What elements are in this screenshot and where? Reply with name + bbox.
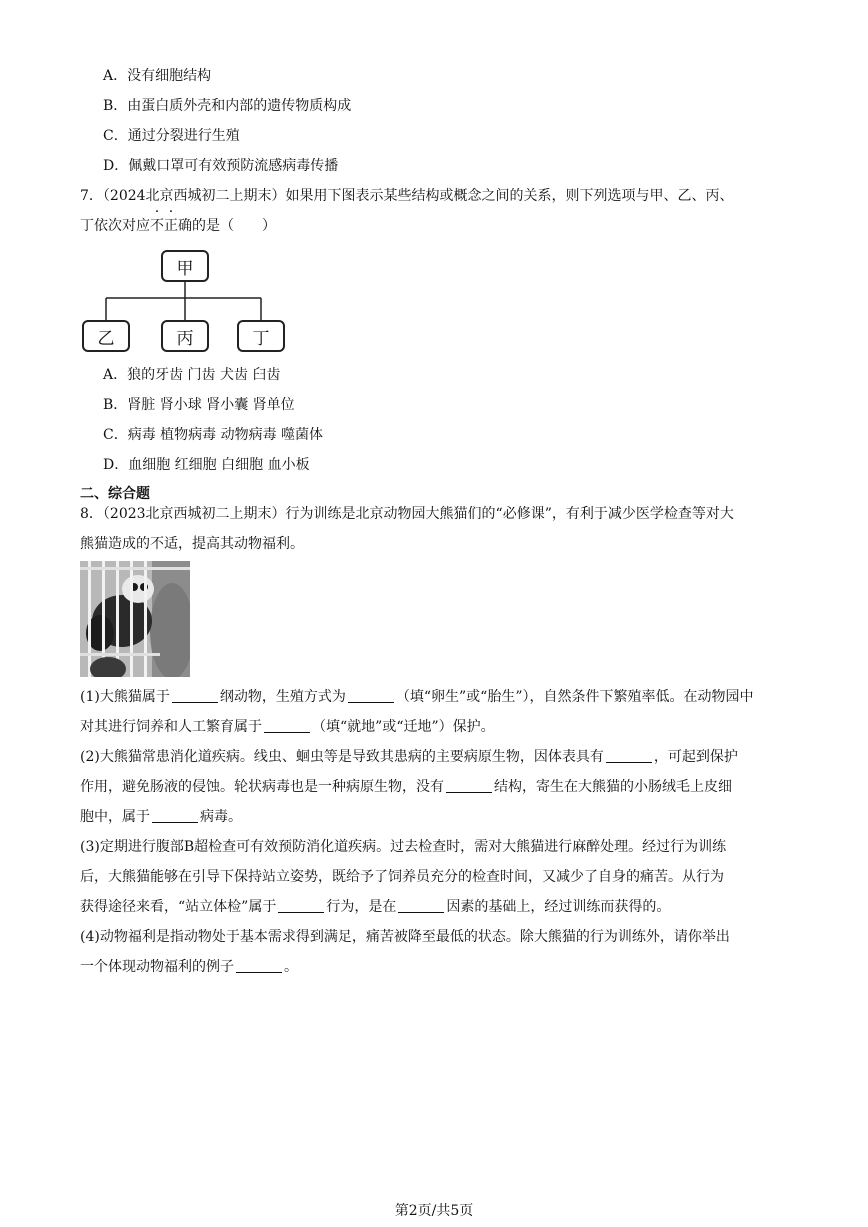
q6-option-c: C．通过分裂进行生殖: [103, 128, 240, 144]
answer-blank[interactable]: [264, 718, 310, 733]
q8-part1-line2: 对其进行饲养和人工繁育属于 （填“就地”或“迁地”）保护。: [80, 719, 495, 735]
answer-blank[interactable]: [236, 958, 282, 973]
q8-part4-line1: (4)动物福利是指动物处于基本需求得到满足，痛苦被降至最低的状态。除大熊猫的行为训练外，请你举出: [80, 929, 730, 945]
answer-blank[interactable]: [348, 688, 394, 703]
q8-stem-line2: 熊猫造成的不适，提高其动物福利。: [80, 536, 304, 552]
q8-part2-line2: 作用，避免肠液的侵蚀。轮状病毒也是一种病原生物，没有 结构，寄生在大熊猫的小肠绒毛上皮细: [80, 779, 732, 795]
answer-blank[interactable]: [398, 898, 444, 913]
diagram-node-middle: 丙: [161, 320, 209, 352]
diagram-node-left: 乙: [82, 320, 130, 352]
diagram-node-right: 丁: [237, 320, 285, 352]
answer-blank[interactable]: [446, 778, 492, 793]
q7-option-a: A．狼的牙齿 门齿 犬齿 臼齿: [103, 367, 281, 383]
q7-stem-line1: 7．（2024北京西城初二上期末）如果用下图表示某些结构或概念之间的关系，则下列选项与甲、乙、丙、: [80, 188, 734, 204]
q7-option-b: B．肾脏 肾小球 肾小囊 肾单位: [103, 397, 295, 413]
diagram-node-top: 甲: [161, 250, 209, 282]
q8-part3-line1: (3)定期进行腹部B超检查可有效预防消化道疾病。过去检查时，需对大熊猫进行麻醉处理。经过行为训练: [80, 839, 727, 855]
answer-blank[interactable]: [606, 748, 652, 763]
q8-stem-line1: 8．（2023北京西城初二上期末）行为训练是北京动物园大熊猫们的“必修课”，有利于减少医学检查等对大: [80, 506, 734, 522]
q8-part2-line1: (2)大熊猫常患消化道疾病。线虫、蛔虫等是导致其患病的主要病原生物，因体表具有 ，可起到保护: [80, 749, 738, 765]
q7-stem-line2: 丁依次对应不正确的是（ ）: [80, 218, 276, 234]
q6-option-a: A．没有细胞结构: [103, 68, 212, 84]
answer-blank[interactable]: [152, 808, 198, 823]
section-heading: 二、综合题: [80, 486, 150, 502]
emphasis-char-1: 不: [150, 218, 164, 234]
q8-part3-line2: 后，大熊猫能够在引导下保持站立姿势，既给予了饲养员充分的检查时间，又减少了自身的痛苦。从行为: [80, 869, 724, 885]
page-number: 第2页/共5页: [394, 1203, 474, 1219]
q7-option-c: C．病毒 植物病毒 动物病毒 噬菌体: [103, 427, 324, 443]
q8-part4-line2: 一个体现动物福利的例子 。: [80, 959, 298, 975]
q8-part3-line3: 获得途径来看，“站立体检”属于 行为，是在 因素的基础上，经过训练而获得的。: [80, 899, 671, 915]
emphasis-char-2: 正: [164, 218, 178, 234]
q7-option-d: D．血细胞 红细胞 白细胞 血小板: [103, 457, 310, 473]
answer-blank[interactable]: [172, 688, 218, 703]
q8-part2-line3: 胞中，属于 病毒。: [80, 809, 242, 825]
tree-diagram-lines: [0, 0, 868, 400]
q8-part1-line1: (1)大熊猫属于 纲动物，生殖方式为 （填“卵生”或“胎生”），自然条件下繁殖率低。在动物园中: [80, 689, 754, 705]
q6-option-d: D．佩戴口罩可有效预防流感病毒传播: [103, 158, 339, 174]
panda-photo: [80, 561, 190, 677]
q6-option-b: B．由蛋白质外壳和内部的遗传物质构成: [103, 98, 352, 114]
answer-blank[interactable]: [278, 898, 324, 913]
